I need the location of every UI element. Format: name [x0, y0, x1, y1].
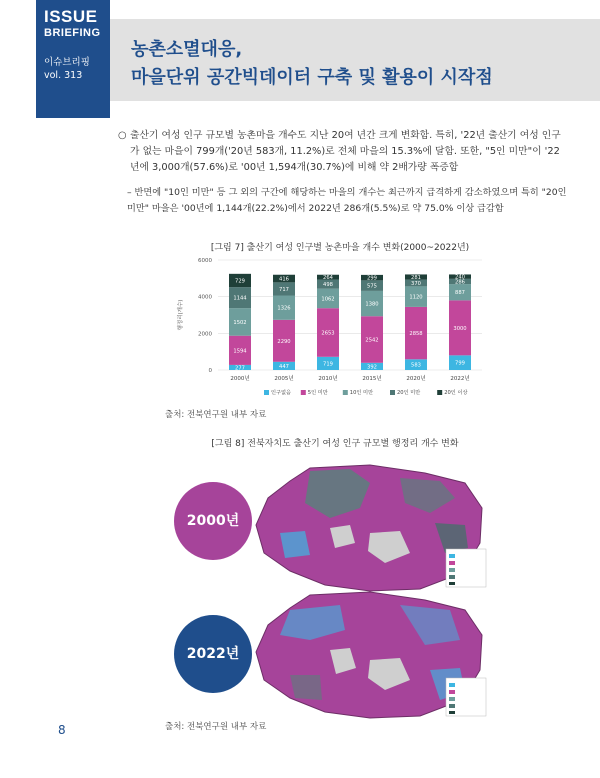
legend-swatch	[390, 390, 395, 395]
main-paragraph-text: 출산기 여성 인구 규모별 농촌마을 개수도 지난 20여 년간 크게 변화함. 특히, '22년 출산기 여성 인구가 없는 마을이 799개('20년 583개, 11.2%)로 전체 마을의 15.3%에 달함. 또한, "5인 미만"이 '22년에 3,000개(57.6%)로 '00년 1,594개(30.7%)에 비해 약 2배가량 폭증함	[130, 130, 561, 173]
map-2000	[250, 463, 490, 593]
sub-paragraph: – 반면에 "10인 미만" 등 그 외의 구간에 해당하는 마을의 개수는 최근까지 급격하게 감소하였으며 특히 "20인 미만" 마을은 '00년에 1,144개(22.2%)에서 2022년 286개(5.5%)로 약 75.0% 이상 급감함	[127, 187, 567, 214]
bar-value-label: 1144	[233, 295, 247, 302]
x-tick-label: 2022년	[450, 376, 470, 382]
bar-value-label: 887	[455, 290, 465, 297]
bar-value-label: 264	[323, 275, 333, 282]
map-2022-label: 2022년	[174, 615, 252, 693]
legend-swatch	[343, 390, 348, 395]
page-header	[0, 0, 600, 118]
figure7-caption: [그림 7] 출산기 여성 인구별 농촌마을 개수 변화(2000~2022년)	[210, 243, 470, 253]
map-2000-label: 2000년	[174, 482, 252, 560]
bar-value-label: 729	[235, 278, 245, 285]
x-tick-label: 2020년	[406, 376, 426, 382]
badge-korean: 이슈브리핑	[44, 57, 90, 68]
bullet-circle: ○	[118, 130, 127, 141]
bar-value-label: 3000	[453, 325, 467, 332]
bar-value-label: 1380	[365, 301, 379, 308]
bar-value-label: 416	[279, 276, 289, 283]
x-tick-label: 2005년	[274, 376, 294, 382]
y-tick-label: 2000	[198, 331, 212, 338]
bar-value-label: 286	[455, 279, 465, 286]
main-paragraph	[118, 128, 563, 176]
bar-value-label: 719	[323, 361, 333, 368]
map-2022	[250, 590, 490, 720]
badge-issue: ISSUE	[44, 7, 98, 26]
bar-value-label: 2653	[321, 330, 335, 337]
x-tick-label: 2000년	[230, 376, 250, 382]
stacked-bar-chart	[172, 254, 492, 414]
x-tick-label: 2015년	[362, 376, 382, 382]
page-title-line1: 농촌소멸대응,	[131, 39, 243, 60]
bar-value-label: 799	[455, 360, 465, 367]
bar-value-label: 392	[367, 364, 377, 371]
bar-value-label: 281	[411, 275, 421, 282]
bar-value-label: 2542	[365, 337, 379, 344]
y-axis-label: 행정리(개수)	[178, 299, 184, 331]
bar-value-label: 717	[279, 286, 289, 293]
bar-value-label: 370	[411, 280, 421, 287]
bar-value-label: 447	[279, 363, 289, 370]
bar-value-label: 299	[367, 275, 377, 282]
x-tick-label: 2010년	[318, 376, 338, 382]
page-number: 8	[58, 723, 66, 737]
legend-swatch	[301, 390, 306, 395]
bar-value-label: 1326	[277, 305, 291, 312]
bar-value-label: 1120	[409, 294, 423, 301]
badge-briefing: BRIEFING	[44, 27, 101, 39]
legend-label: 10인 미만	[349, 390, 374, 396]
legend-swatch	[437, 390, 442, 395]
legend-swatch	[264, 390, 269, 395]
figure8-source: 출처: 전북연구원 내부 자료	[165, 722, 267, 732]
legend-label: 20인 미만	[397, 390, 421, 396]
y-tick-label: 0	[208, 368, 212, 374]
figure8-caption: [그림 8] 전북자치도 출산기 여성 인구 규모별 행정리 개수 변화	[211, 439, 459, 449]
issue-briefing-badge	[36, 0, 110, 118]
figure7-source: 출처: 전북연구원 내부 자료	[165, 410, 267, 420]
y-tick-label: 4000	[198, 294, 212, 301]
y-tick-label: 6000	[198, 258, 212, 264]
bar-value-label: 277	[235, 365, 245, 372]
bar-value-label: 583	[411, 362, 421, 369]
badge-volume: vol. 313	[44, 70, 83, 81]
page-title	[131, 36, 493, 92]
bar-value-label: 1502	[233, 319, 247, 326]
bar-value-label: 498	[323, 282, 333, 289]
bar-value-label: 2290	[277, 338, 291, 345]
legend-label: 20인 이상	[444, 390, 468, 396]
legend-label: 인구없음	[271, 390, 292, 396]
bar-value-label: 1594	[233, 348, 247, 355]
bar-value-label: 240	[455, 274, 465, 281]
bar-value-label: 1062	[321, 296, 335, 303]
bar-value-label: 2858	[409, 331, 423, 338]
page-title-line2: 마을단위 공간빅데이터 구축 및 활용이 시작점	[131, 67, 493, 88]
legend-label: 5인 미만	[307, 390, 328, 396]
bar-value-label: 575	[367, 283, 377, 290]
